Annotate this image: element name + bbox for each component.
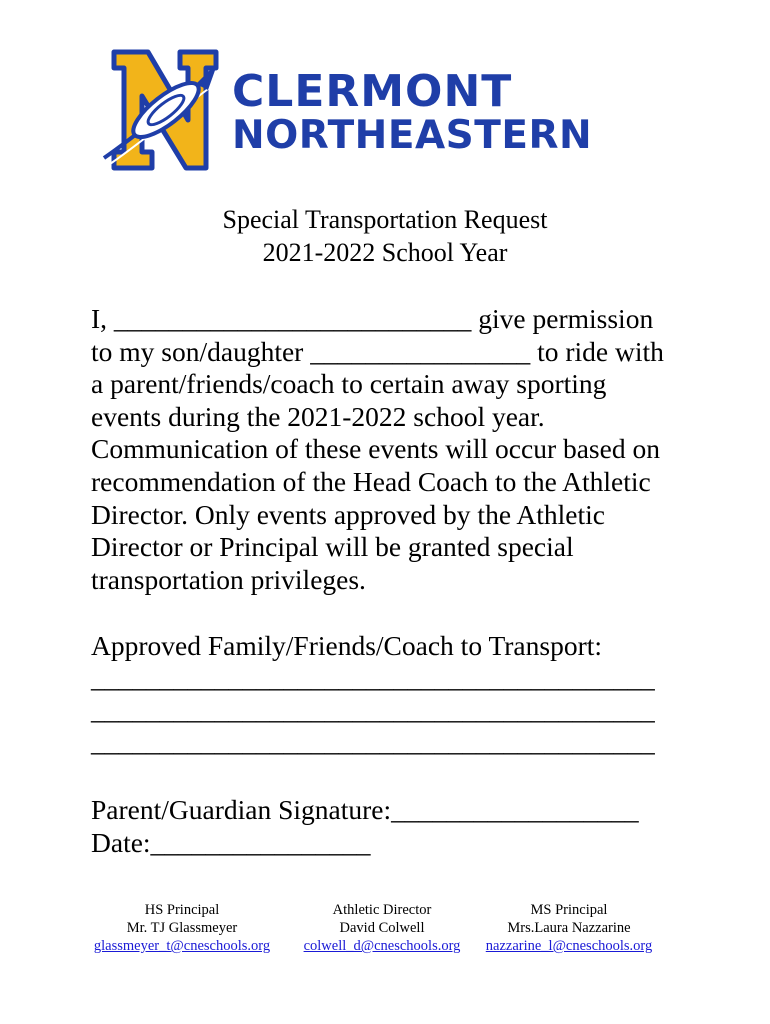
contacts-footer [0,901,770,961]
approved-blank-line[interactable]: _________________________________________ [91,662,655,693]
paragraph-line: Communication of these events will occur based on [91,433,660,465]
logo-text-clermont: CLERMONT [232,66,513,117]
paragraph-line: events during the 2021-2022 school year. [91,400,545,432]
contact-role: MS Principal [530,902,608,918]
contact-email-link[interactable]: colwell_d@cneschools.org [303,938,461,954]
paragraph-line: I, __________________________ give permission [91,303,654,334]
form-subtitle: 2021-2022 School Year [262,238,508,267]
contact-name: Mr. TJ Glassmeyer [126,920,238,936]
paragraph-line: Director. Only events approved by the Athletic [91,498,605,530]
approved-transport-section [91,630,655,758]
form-title: Special Transportation Request [222,205,548,234]
paragraph-line: recommendation of the Head Coach to the Athletic [91,465,651,497]
approved-blank-line[interactable]: _________________________________________ [91,694,655,725]
school-logo [96,40,686,180]
date-field[interactable]: Date:________________ [91,827,371,858]
contact-name: Mrs.Laura Nazzarine [507,920,631,936]
parent-signature-field[interactable]: Parent/Guardian Signature:__________________ [91,794,639,825]
contact-role: Athletic Director [332,902,432,918]
signature-section [91,793,639,859]
contact-name: David Colwell [339,920,425,936]
contact-ms-principal [486,901,652,955]
contact-athletic-director [304,901,461,955]
contact-role: HS Principal [144,902,220,918]
permission-paragraph [91,303,711,596]
n-rocket-logo-icon [96,40,226,180]
contact-email-link[interactable]: nazzarine_l@cneschools.org [485,938,653,954]
contact-email-link[interactable]: glassmeyer_t@cneschools.org [93,938,271,954]
paragraph-line: Director or Principal will be granted special [91,531,574,563]
contact-hs-principal [94,901,270,955]
logo-text-northeastern: NORTHEASTERN [232,113,593,158]
paragraph-line: to my son/daughter ________________ to ride with [91,335,664,367]
paragraph-line: a parent/friends/coach to certain away sporting [91,368,607,400]
approved-blank-line[interactable]: _________________________________________ [91,726,655,757]
paragraph-line: transportation privileges. [91,563,366,595]
approved-label: Approved Family/Friends/Coach to Transport: [91,630,603,661]
